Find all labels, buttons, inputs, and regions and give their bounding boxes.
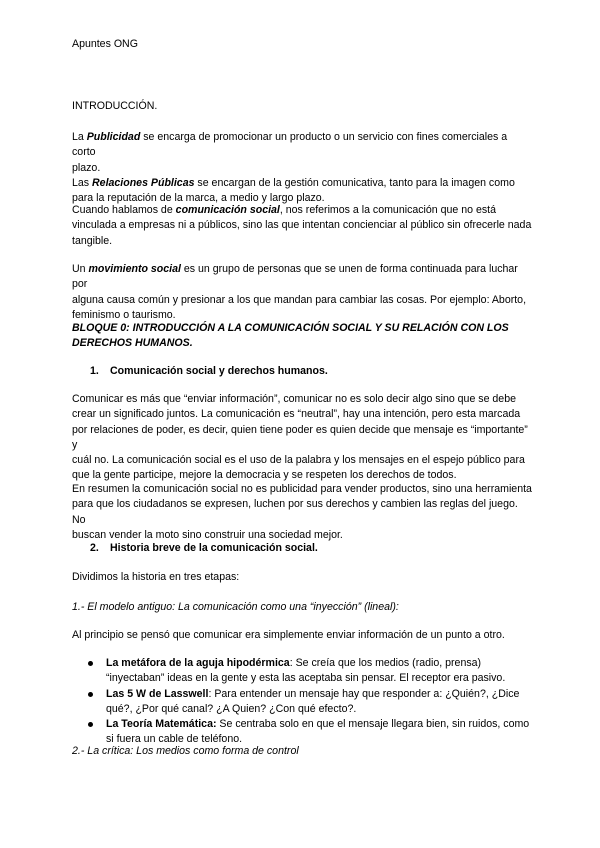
paragraph-comunicacion-social: Cuando hablamos de comunicación social, nos referimos a la comunicación que no está vinculada a empresas ni a públicos, sino las que intentan concienciar al público sin ofrecerle nada tangible.: [72, 204, 532, 247]
stage-1-heading: 1.- El modelo antiguo: La comunicación como una “inyección” (lineal):: [72, 601, 399, 613]
section-heading-1: 1. Comunicación social y derechos humanos.: [90, 365, 328, 377]
bullet-icon: [88, 661, 93, 666]
bloque-heading: BLOQUE 0: INTRODUCCIÓN A LA COMUNICACIÓN SOCIAL Y SU RELACIÓN CON LOS DERECHOS HUMANOS.: [72, 322, 509, 350]
term-movimiento-social: movimiento social: [88, 263, 181, 275]
term-relaciones-publicas: Relaciones Públicas: [92, 176, 195, 189]
bullet-icon: [88, 722, 93, 727]
list-item: La metáfora de la aguja hipodérmica: Se creía que los medios (radio, prensa) “inyectaban” ideas en la gente y esta las aceptaba sin pensar. El receptor era pasivo.: [72, 656, 532, 687]
term-comunicacion-social: comunicación social: [175, 204, 280, 216]
paragraph-principio: Al principio se pensó que comunicar era simplemente enviar información de un punto a otro.: [72, 629, 505, 641]
bullet-icon: [88, 692, 93, 697]
list-item: La Teoría Matemática: Se centraba solo en que el mensaje llegara bien, sin ruidos, como si fuera un cable de teléfono.: [72, 717, 532, 748]
paragraph-comunicar: Comunicar es más que “enviar información”, comunicar no es solo decir algo sino que se debe crear un significado juntos. La comunicación es “neutral”, hay una intención, pero esta marcada por relaciones de poder, es decir, quien tiene poder es quien decide que mensaje es “importante” y cuál no. La comunicación social es el uso de la palabra y los mensajes en el espejo público para que la gente participe, mejore la democracia y se respeten los derechos de todos.: [72, 393, 528, 482]
intro-heading: INTRODUCCIÓN.: [72, 100, 158, 112]
bullet-list: [72, 656, 532, 748]
page-header: Apuntes ONG: [72, 38, 138, 50]
paragraph-etapas: Dividimos la historia en tres etapas:: [72, 571, 240, 583]
paragraph-resumen: En resumen la comunicación social no es publicidad para vender productos, sino una herramienta para que los ciudadanos se expresen, luchen por sus derechos y cambien las reglas del juego. No buscan vender la moto sino construir una sociedad mejor.: [72, 483, 532, 541]
paragraph-publicidad: La Publicidad se encarga de promocionar un producto o un servicio con fines comerciales a corto plazo. Las Relaciones Públicas se encargan de la gestión comunicativa, tanto para la imagen como para la reputación de la marca, a medio y largo plazo.: [72, 131, 515, 205]
stage-2-heading: 2.- La crítica: Los medios como forma de control: [72, 745, 299, 757]
section-heading-2: 2. Historia breve de la comunicación social.: [90, 542, 318, 554]
term-publicidad: Publicidad: [86, 131, 141, 143]
paragraph-movimiento-social: Un movimiento social es un grupo de personas que se unen de forma continuada para luchar por alguna causa común y presionar a los que mandan para cambiar las cosas. Por ejemplo: Aborto, feminismo o taurismo.: [72, 263, 527, 321]
list-item: Las 5 W de Lasswell: Para entender un mensaje hay que responder a: ¿Quién?, ¿Dice qué?, ¿Por qué canal? ¿A Quien? ¿Con qué efecto?.: [72, 687, 532, 718]
